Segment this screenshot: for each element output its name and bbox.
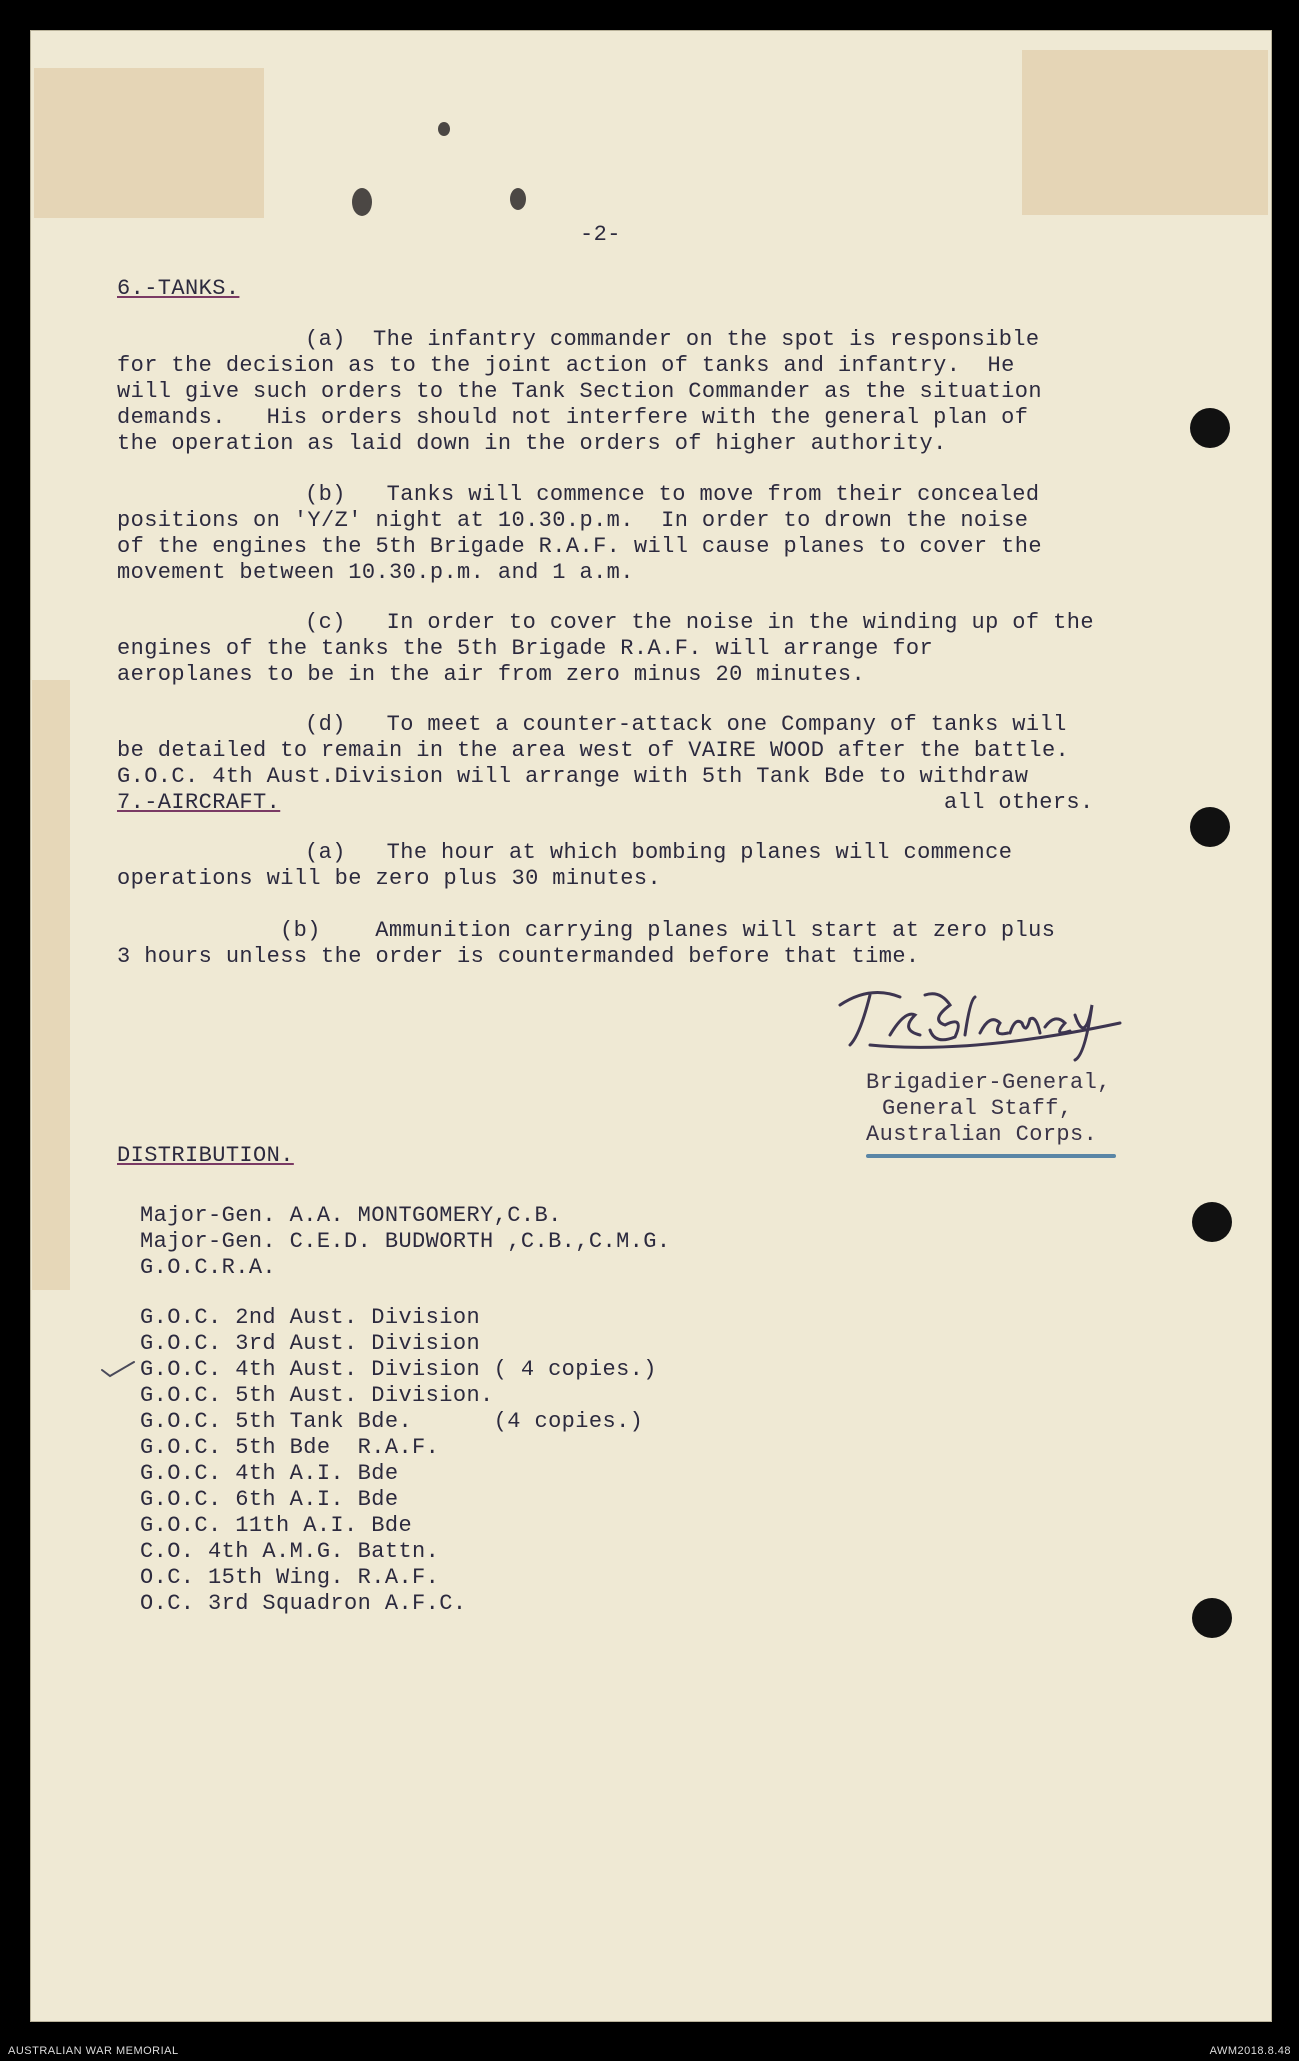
distribution-item: Major-Gen. A.A. MONTGOMERY,C.B. [140,1203,562,1228]
distribution-item: O.C. 15th Wing. R.A.F. [140,1565,440,1590]
distribution-item: G.O.C. 4th Aust. Division ( 4 copies.) [140,1357,657,1382]
distribution-item: G.O.C. 2nd Aust. Division [140,1305,481,1330]
tape-right [1022,50,1268,215]
distribution-item: Major-Gen. C.E.D. BUDWORTH ,C.B.,C.M.G. [140,1229,671,1254]
tanks-para-c-line: aeroplanes to be in the air from zero minus 20 minutes. [117,662,866,687]
tanks-para-d-end: all others. [944,790,1094,815]
page-number: -2- [580,222,621,247]
tanks-para-d-line: G.O.C. 4th Aust.Division will arrange with 5th Tank Bde to withdraw [117,764,1029,789]
side-strip [32,680,70,1290]
ink-smudge [510,188,526,210]
aircraft-para-a-line: (a) The hour at which bombing planes will commence [305,840,1013,865]
distribution-item: G.O.C. 5th Bde R.A.F. [140,1435,440,1460]
tanks-para-b-line: positions on 'Y/Z' night at 10.30.p.m. In order to drown the noise [117,508,1029,533]
aircraft-para-b-line: (b) Ammunition carrying planes will start at zero plus [280,918,1056,943]
aircraft-para-b-line: 3 hours unless the order is countermanded before that time. [117,944,920,969]
ink-smudge [438,122,450,136]
tanks-para-b-line: movement between 10.30.p.m. and 1 a.m. [117,560,634,585]
tanks-para-d-line: be detailed to remain in the area west of VAIRE WOOD after the battle. [117,738,1070,763]
signatory-title-line: General Staff, [882,1096,1073,1121]
check-mark-icon [100,1358,136,1380]
ink-smudge [352,188,372,216]
footer-source: AUSTRALIAN WAR MEMORIAL [8,2045,179,2057]
punch-hole [1192,1598,1232,1638]
distribution-item: G.O.C. 3rd Aust. Division [140,1331,481,1356]
blue-pencil-underline [866,1154,1116,1158]
tanks-para-a-line: will give such orders to the Tank Section Commander as the situation [117,379,1042,404]
distribution-item: G.O.C. 11th A.I. Bde [140,1513,413,1538]
distribution-item: G.O.C. 5th Tank Bde. (4 copies.) [140,1409,644,1434]
distribution-item: G.O.C.R.A. [140,1255,277,1280]
distribution-heading: DISTRIBUTION. [117,1143,294,1168]
distribution-item: G.O.C. 5th Aust. Division. [140,1383,494,1408]
punch-hole [1192,1202,1232,1242]
punch-hole [1190,408,1230,448]
signatory-title-line: Brigadier-General, [866,1070,1111,1095]
tanks-para-a-line: demands. His orders should not interfere with the general plan of [117,405,1029,430]
footer-reference: AWM2018.8.48 [1209,2045,1291,2057]
tanks-para-b-line: of the engines the 5th Brigade R.A.F. will cause planes to cover the [117,534,1042,559]
tanks-para-c-line: (c) In order to cover the noise in the winding up of the [305,610,1094,635]
handwritten-signature [830,975,1130,1065]
distribution-item: G.O.C. 4th A.I. Bde [140,1461,399,1486]
signatory-title-line: Australian Corps. [866,1122,1098,1147]
tanks-para-a-line: (a) The infantry commander on the spot is responsible [305,327,1040,352]
distribution-item: C.O. 4th A.M.G. Battn. [140,1539,440,1564]
tanks-para-c-line: engines of the tanks the 5th Brigade R.A.F. will arrange for [117,636,934,661]
tanks-para-a-line: the operation as laid down in the orders of higher authority. [117,431,947,456]
tape-left [34,68,264,218]
distribution-item: O.C. 3rd Squadron A.F.C. [140,1591,467,1616]
distribution-item: G.O.C. 6th A.I. Bde [140,1487,399,1512]
punch-hole [1190,807,1230,847]
aircraft-para-a-line: operations will be zero plus 30 minutes. [117,866,662,891]
tanks-para-a-line: for the decision as to the joint action of tanks and infantry. He [117,353,1015,378]
section-heading-aircraft: 7.-AIRCRAFT. [117,790,281,815]
tanks-para-d-line: (d) To meet a counter-attack one Company of tanks will [305,712,1067,737]
section-heading-tanks: 6.-TANKS. [117,276,240,301]
tanks-para-b-line: (b) Tanks will commence to move from their concealed [305,482,1040,507]
